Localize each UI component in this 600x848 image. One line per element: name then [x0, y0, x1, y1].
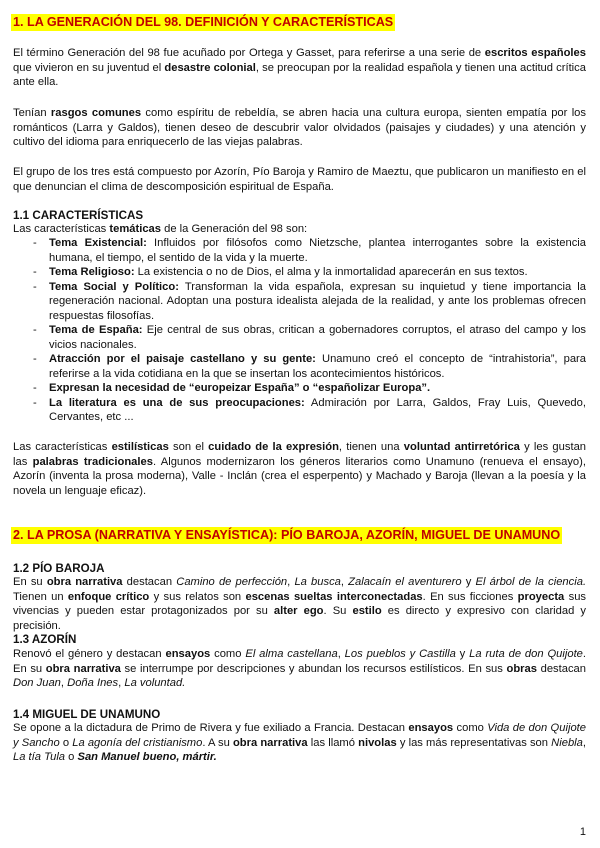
list-item: - Tema de España: Eje central de sus obras, critican a gobernadores corruptos, el atraso del campo y los vicios nacionales. — [33, 324, 587, 351]
list-item: - Expresan la necesidad de “europeizar España” o “españolizar Europa”. — [33, 382, 431, 394]
thematic-list — [13, 236, 586, 425]
list-item: - La literatura es una de sus preocupaciones: Admiración por Larra, Galdos, Fray Luis, Quevedo, Cervantes, etc ... — [33, 396, 586, 423]
section-heading-1: 1. LA GENERACIÓN DEL 98. DEFINICIÓN Y CARACTERÍSTICAS — [13, 15, 394, 29]
list-item: - Tema Existencial: Influidos por filósofos como Nietzsche, plantea interrogantes sobre la existencia humana, el tiempo, el sentido de la vida y la muerte. — [33, 237, 586, 264]
intro-paragraph-1: El término Generación del 98 fue acuñado por Ortega y Gasset, para referirse a una serie de escritos españoles que vivieron en su juventud el desastre colonial, se preocupan por la realidad española y tienen una actitud crítica ante ella. — [13, 47, 586, 88]
intro-paragraph-3: El grupo de los tres está compuesto por Azorín, Pío Baroja y Ramiro de Maeztu, que publicaron un manifiesto en el que denuncian el clima de descomposición espiritual de España. — [13, 166, 586, 193]
unamuno-paragraph: Se opone a la dictadura de Primo de Rivera y fue exiliado a Francia. Destacan ensayos como Vida de don Quijote y Sancho o La agonía del cristianismo. A su obra narrativa las llamó nivolas y las más representativas son Niebla, La tía Tula o San Manuel bueno, mártir. — [13, 722, 587, 763]
list-item: - Tema Religioso: La existencia o no de Dios, el alma y la inmortalidad aparecerán en sus textos. — [33, 266, 528, 278]
list-item: - Tema Social y Político: Transforman la vida española, expresan su inquietud y tiene importancia la regeneración nacional. Adoptan una postura idealista alejada de la realidad, y ante los problemas ofrecen respuestas filosofías. — [33, 280, 586, 322]
subheading-azorin: 1.3 AZORÍN — [13, 633, 77, 646]
azorin-paragraph: Renovó el género y destacan ensayos como El alma castellana, Los pueblos y Castilla y La ruta de don Quijote. En su obra narrativa se interrumpe por descripciones y abundan los recursos estilísticos. En sus obras destacan Don Juan, Doña Ines, La voluntad. — [13, 648, 587, 689]
intro-paragraph-2: Tenían rasgos comunes como espíritu de rebeldía, se abren hacia una cultura europa, sienten empatía por los románticos (Larra y Galdos), tienen deseo de descubrir valor olvidados (paisajes y ciudades) y una atención y cultivo del idioma para enriquecerlo de las viejas palabras. — [13, 107, 586, 148]
subheading-caracteristicas: 1.1 CARACTERÍSTICAS — [13, 209, 144, 222]
subheading-unamuno: 1.4 MIGUEL DE UNAMUNO — [13, 708, 161, 721]
thematic-lead: Las características temáticas de la Generación del 98 son: — [13, 223, 308, 235]
baroja-paragraph: En su obra narrativa destacan Camino de perfección, La busca, Zalacaín el aventurero y El árbol de la ciencia. Tienen un enfoque crítico y sus relatos son escenas sueltas interconectadas. En sus ficciones proyecta sus vivencias y pueden estar protagonizados por su alter ego. Su estilo es directo y expresivo con claridad y precisión. — [13, 576, 587, 632]
section-heading-2: 2. LA PROSA (NARRATIVA Y ENSAYÍSTICA): PÍO BAROJA, AZORÍN, MIGUEL DE UNAMUNO — [13, 528, 561, 542]
stylistic-paragraph: Las características estilísticas son el cuidado de la expresión, tienen una voluntad antirretórica y les gustan las palabras tradicionales. Algunos modernizaron los géneros literarios como Unamuno (renueva el ensayo), Azorín (inventa la prosa moderna), Valle - Inclán (crea el esperpento) y Machado y Baroja (llevan a la poesía y la novela un lenguaje eficaz). — [13, 441, 587, 497]
list-item: - Atracción por el paisaje castellano y su gente: Unamuno creó el concepto de “intrahistoria”, para referirse a la vida cotidiana en la que se insertan los acontecimientos históricos. — [33, 353, 586, 380]
subheading-baroja: 1.2 PÍO BAROJA — [13, 562, 105, 575]
page-number: 1 — [579, 826, 586, 838]
